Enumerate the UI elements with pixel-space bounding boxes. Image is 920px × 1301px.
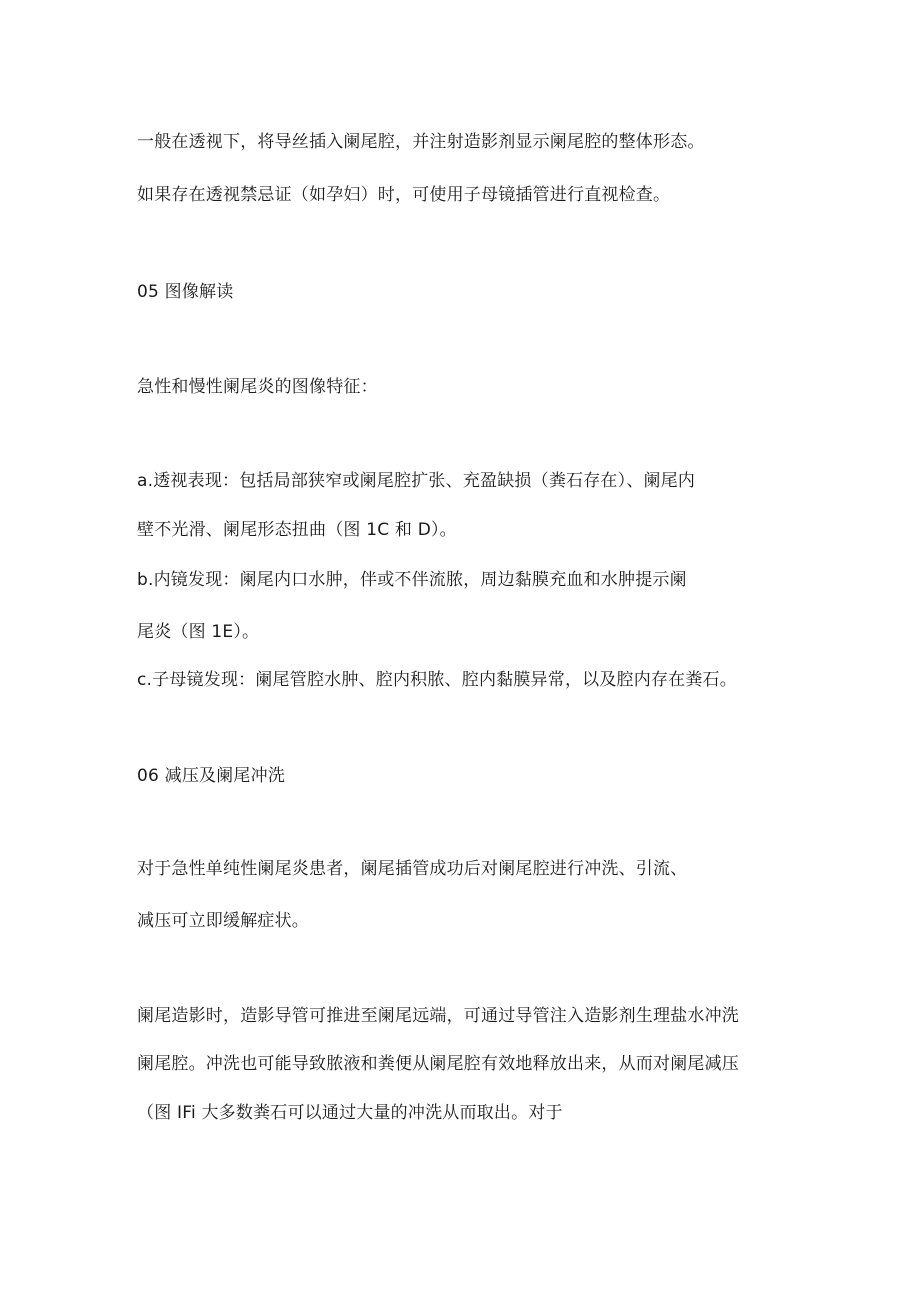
paragraph-line: 对于急性单纯性阑尾炎患者，阑尾插管成功后对阑尾腔进行冲洗、引流、 bbox=[137, 859, 688, 879]
list-item-line: c.子母镜发现：阑尾管腔水肿、腔内积脓、腔内黏膜异常，以及腔内存在粪石。 bbox=[137, 670, 737, 690]
paragraph-line: 一般在透视下，将导丝插入阑尾腔，并注射造影剂显示阑尾腔的整体形态。 bbox=[137, 132, 705, 152]
paragraph-line: 急性和慢性阑尾炎的图像特征： bbox=[137, 377, 378, 397]
list-item-line: a.透视表现：包括局部狭窄或阑尾腔扩张、充盈缺损（粪石存在）、阑尾内 bbox=[137, 471, 696, 491]
paragraph-line: （图 IFi 大多数粪石可以通过大量的冲洗从而取出。对于 bbox=[137, 1103, 563, 1123]
list-item-line: 尾炎（图 1E）。 bbox=[137, 622, 260, 642]
section-heading: 06 减压及阑尾冲洗 bbox=[137, 766, 286, 786]
list-item-line: 壁不光滑、阑尾形态扭曲（图 1C 和 D）。 bbox=[137, 520, 457, 540]
paragraph-line: 阑尾造影时，造影导管可推进至阑尾远端，可通过导管注入造影剂生理盐水冲洗 bbox=[137, 1006, 739, 1026]
paragraph-line: 阑尾腔。冲洗也可能导致脓液和粪便从阑尾腔有效地释放出来，从而对阑尾减压 bbox=[137, 1054, 739, 1074]
list-item-line: b.内镜发现：阑尾内口水肿，伴或不伴流脓，周边黏膜充血和水肿提示阑 bbox=[137, 570, 687, 590]
paragraph-line: 如果存在透视禁忌证（如孕妇）时，可使用子母镜插管进行直视检查。 bbox=[137, 185, 671, 205]
paragraph-line: 减压可立即缓解症状。 bbox=[137, 911, 309, 931]
section-heading: 05 图像解读 bbox=[137, 282, 234, 302]
